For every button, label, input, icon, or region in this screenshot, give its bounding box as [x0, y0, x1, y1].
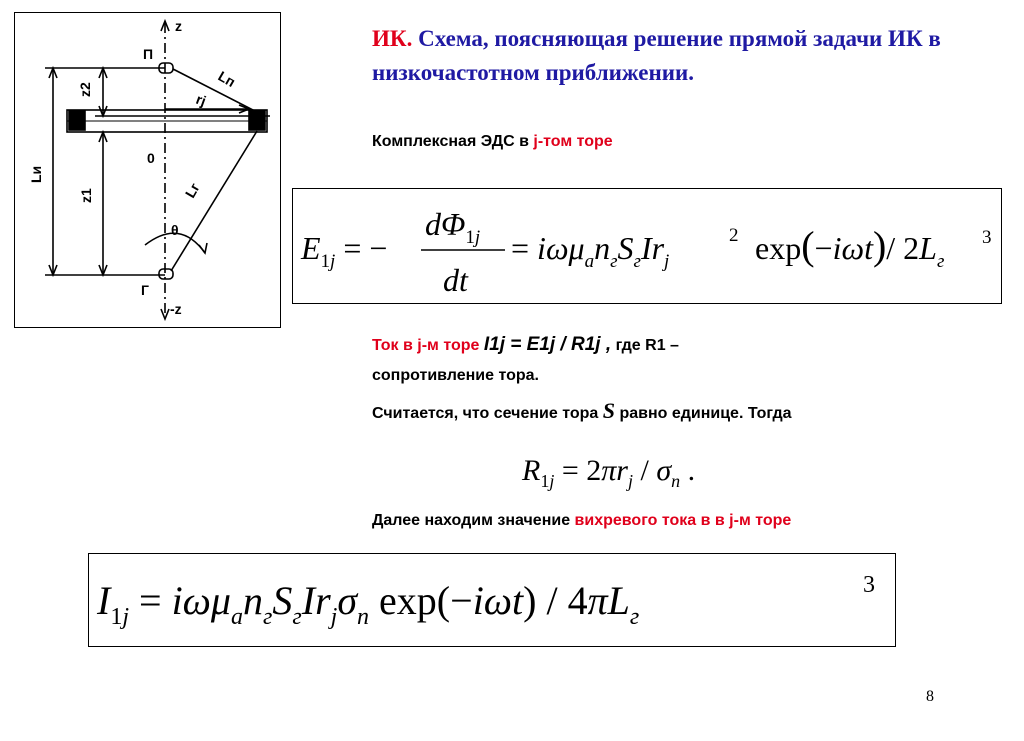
label-ln: Lп [215, 67, 239, 91]
current-line [372, 334, 679, 356]
emf-line [372, 133, 613, 151]
section-text-a: Считается, что сечение тора [372, 405, 599, 422]
title-prefix: ИК. [372, 26, 413, 51]
label-minus-z: -z [170, 301, 182, 317]
resistance-equation [520, 446, 770, 496]
section-text-b: равно единице. Тогда [619, 405, 792, 422]
label-lg: Lг [181, 180, 203, 201]
schematic-figure [14, 12, 281, 328]
title-text: Схема, поясняющая решение прямой задачи ИК в низкочастотном приближении. [372, 26, 941, 85]
current-formula: I1j = E1j / R1j , [483, 334, 612, 355]
label-z2: z2 [77, 82, 93, 97]
slide-title [372, 22, 972, 90]
section-line [372, 398, 792, 424]
emf-text: Комплексная ЭДС в [372, 133, 534, 150]
label-g: Г [141, 282, 149, 298]
where-text: где R1 – [615, 337, 679, 354]
svg-text:exp(−iωt)/ 2Lг: exp(−iωt)/ $2L_г$ [755, 223, 945, 272]
svg-text:R1j = 2πrj / σn .: $R_1j = 2\pi r_j / \sigma_n$ . [522, 454, 696, 491]
schematic-drawing [15, 13, 279, 326]
label-theta: θ [171, 222, 179, 238]
current-equation-box [88, 553, 896, 647]
current-equation [89, 554, 895, 646]
svg-text:dt: dt [443, 262, 468, 298]
torus-left-section [69, 111, 85, 130]
lg-line [171, 131, 257, 271]
svg-text:E1j = −: $E_1j$ = − [301, 230, 388, 272]
label-zero: 0 [147, 150, 155, 166]
svg-text:dΦ1j: $d\Phi_1j$ [425, 206, 481, 248]
svg-text:3: 3 [982, 227, 992, 248]
label-p: П [143, 46, 154, 62]
torus-right-section [249, 111, 265, 130]
label-z-top: z [175, 18, 182, 34]
label-z1: z1 [78, 188, 94, 203]
ln-line [173, 69, 255, 111]
next-text: Далее находим значение [372, 512, 571, 529]
emf-equation [293, 189, 1001, 303]
label-li: Lи [28, 165, 44, 183]
next-line [372, 512, 791, 530]
section-symbol: S [602, 398, 615, 423]
svg-text:= iωμanгSгIrj: = $i\omega\mu_an_гS_гIr_j$ [511, 230, 670, 272]
next-highlight: вихревого тока в в j-м торе [574, 512, 792, 529]
svg-text:I1j = iωμanгSгIrjσn exp(−iωt): $I_1j = i\omega\mu_an_гS_гIr_j\sigma_n$ $\exp(-i\omega t) / 4\pi L_г$ [97, 578, 640, 630]
label-rj: rj [193, 90, 209, 110]
page-number: 8 [926, 688, 934, 705]
emf-equation-box [292, 188, 1002, 304]
svg-text:2: 2 [729, 225, 739, 246]
resistance-line: сопротивление тора. [372, 367, 539, 384]
svg-text:3: 3 [863, 572, 875, 598]
current-label: Ток в j-м торе [372, 337, 480, 354]
emf-highlight: j-том торе [533, 133, 613, 150]
